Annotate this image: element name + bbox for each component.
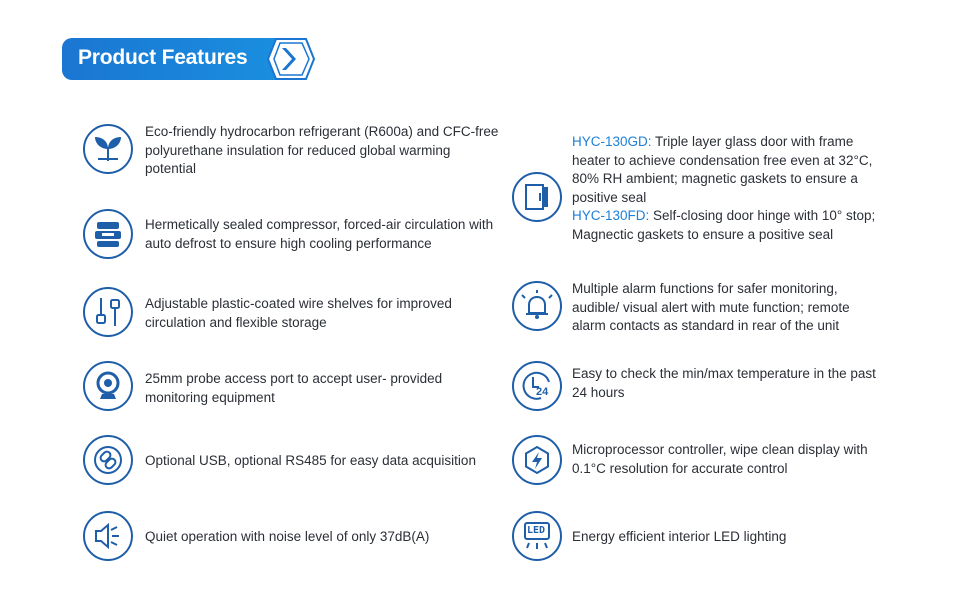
- led-light-icon: [511, 510, 563, 562]
- compressor-icon: [82, 208, 134, 260]
- led-label: LED: [527, 525, 546, 536]
- page-title: Product Features: [78, 46, 248, 69]
- door-text-gd: Triple layer glass door with frame heater to achieve condensation free even at 32°C, 80% RH ambient; magnetic gaskets to ensure a positive seal: [572, 134, 873, 205]
- feature-text: Hermetically sealed compressor, forced-air circulation with auto defrost to ensure high cooling performance: [145, 217, 494, 251]
- door-text-fd: Self-closing door hinge with 10° stop; Magnectic gaskets to ensure a positive seal: [572, 208, 876, 242]
- feature-text: Microprocessor controller, wipe clean display with 0.1°C resolution for accurate control: [572, 442, 868, 476]
- feature-text: Quiet operation with noise level of only 37dB(A): [145, 529, 430, 544]
- controller-icon: [511, 434, 563, 486]
- alarm-bell-icon: [511, 280, 563, 332]
- feature-text: Adjustable plastic-coated wire shelves for improved circulation and flexible storage: [145, 296, 452, 330]
- leaf-icon: [82, 123, 134, 175]
- usb-link-icon: [82, 434, 134, 486]
- clock-24-label: 24: [536, 386, 549, 398]
- speaker-icon: [82, 510, 134, 562]
- feature-text: 25mm probe access port to accept user- provided monitoring equipment: [145, 371, 443, 405]
- feature-text: Eco-friendly hydrocarbon refrigerant (R600a) and CFC-free polyurethane insulation for reduced global warming potential: [145, 124, 499, 176]
- section-banner: [62, 38, 312, 80]
- feature-text: [572, 133, 882, 244]
- model-label-gd: HYC-130GD:: [572, 134, 652, 149]
- probe-port-icon: [82, 360, 134, 412]
- feature-text: Multiple alarm functions for safer monitoring, audible/ visual alert with mute function; remote alarm contacts as standard in rear of the unit: [572, 281, 850, 333]
- model-label-fd: HYC-130FD:: [572, 208, 650, 223]
- feature-text: Easy to check the min/max temperature in the past 24 hours: [572, 366, 876, 400]
- feature-text: Energy efficient interior LED lighting: [572, 529, 787, 544]
- feature-text: Optional USB, optional RS485 for easy data acquisition: [145, 453, 476, 468]
- door-icon: [511, 171, 563, 223]
- chevron-right-icon: [266, 38, 316, 80]
- shelves-icon: [82, 286, 134, 338]
